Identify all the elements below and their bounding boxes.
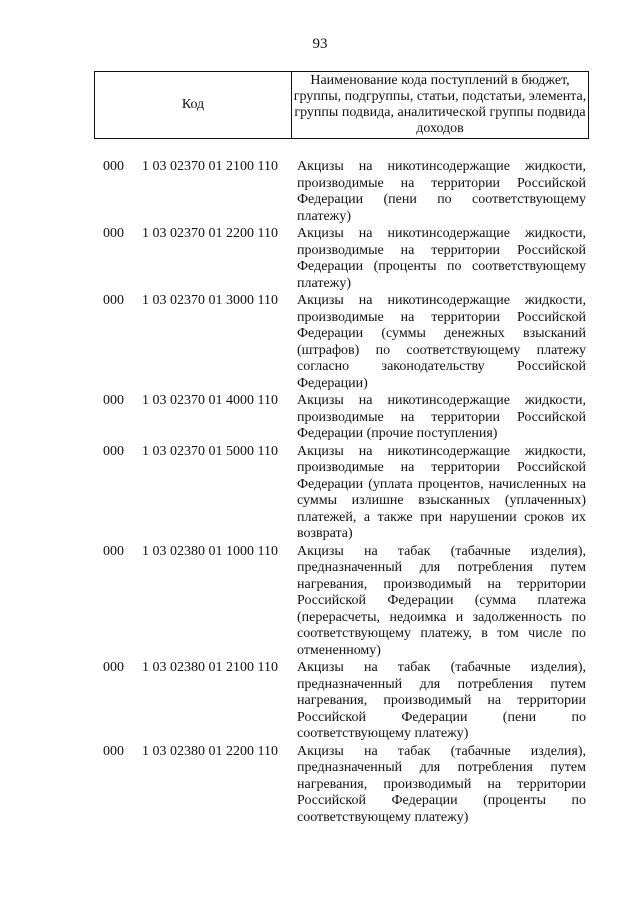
row-prefix: 000 (103, 226, 124, 241)
row-code: 1 03 02370 01 2100 110 (142, 159, 278, 174)
row-code: 1 03 02370 01 4000 110 (142, 393, 278, 408)
row-name: Акцизы на никотинсодержащие жидкости, производимые на территории Российской Федерации (суммы денежных взысканий (штрафов) по соответствующему платежу согласно законодательству Российской Федерации) (297, 293, 586, 391)
row-name: Акцизы на никотинсодержащие жидкости, производимые на территории Российской Федерации (проценты по соответствующему платежу) (297, 226, 586, 291)
table-row (0, 159, 640, 225)
table-row (0, 744, 640, 827)
table-header (94, 71, 589, 139)
table-row (0, 293, 640, 392)
row-code: 1 03 02370 01 5000 110 (142, 443, 278, 459)
row-name: Акцизы на никотинсодержащие жидкости, производимые на территории Российской Федерации (уплата процентов, начисленных на суммы излишне взысканных (уплаченных) платежей, а также при нарушении сроков их возврата) (297, 443, 586, 541)
row-prefix: 000 (103, 543, 124, 559)
row-prefix: 000 (103, 159, 124, 174)
row-name: Акцизы на табак (табачные изделия), предназначенный для потребления путем нагревания, производимый на территории Российской Федерации (пени по соответствующему платежу) (297, 660, 586, 741)
header-name-label: Наименование кода поступлений в бюджет, группы, подгруппы, статьи, подстатьи, элемента, группы подвида, аналитической группы подвида доходов (292, 72, 589, 139)
row-code: 1 03 02380 01 2100 110 (142, 660, 278, 675)
row-code: 1 03 02370 01 3000 110 (142, 293, 278, 308)
row-prefix: 000 (103, 393, 124, 408)
table-row (0, 226, 640, 292)
header-code-label: Код (95, 72, 292, 139)
row-prefix: 000 (103, 743, 124, 759)
row-prefix: 000 (103, 660, 124, 675)
row-name: Акцизы на никотинсодержащие жидкости, производимые на территории Российской Федерации (прочие поступления) (297, 393, 586, 441)
row-code: 1 03 02370 01 2200 110 (142, 226, 278, 241)
row-name: Акцизы на никотинсодержащие жидкости, производимые на территории Российской Федерации (пени по соответствующему платежу) (297, 159, 586, 224)
row-prefix: 000 (103, 443, 124, 459)
row-name: Акцизы на табак (табачные изделия), предназначенный для потребления путем нагревания, производимый на территории Российской Федерации (проценты по соответствующему платежу) (297, 743, 586, 825)
row-code: 1 03 02380 01 1000 110 (142, 543, 278, 559)
page-number: 93 (312, 36, 328, 52)
table-row (0, 660, 640, 743)
row-prefix: 000 (103, 293, 124, 308)
table-row (0, 444, 640, 543)
table-row (0, 544, 640, 660)
revenue-code-list (0, 159, 640, 826)
table-row (0, 393, 640, 443)
row-code: 1 03 02380 01 2200 110 (142, 743, 278, 759)
row-name: Акцизы на табак (табачные изделия), предназначенный для потребления путем нагревания, производимый на территории Российской Федерации (сумма платежа (перерасчеты, недоимка и задолженность по соответствующему платежу, в том числе по отмененному) (297, 543, 586, 658)
